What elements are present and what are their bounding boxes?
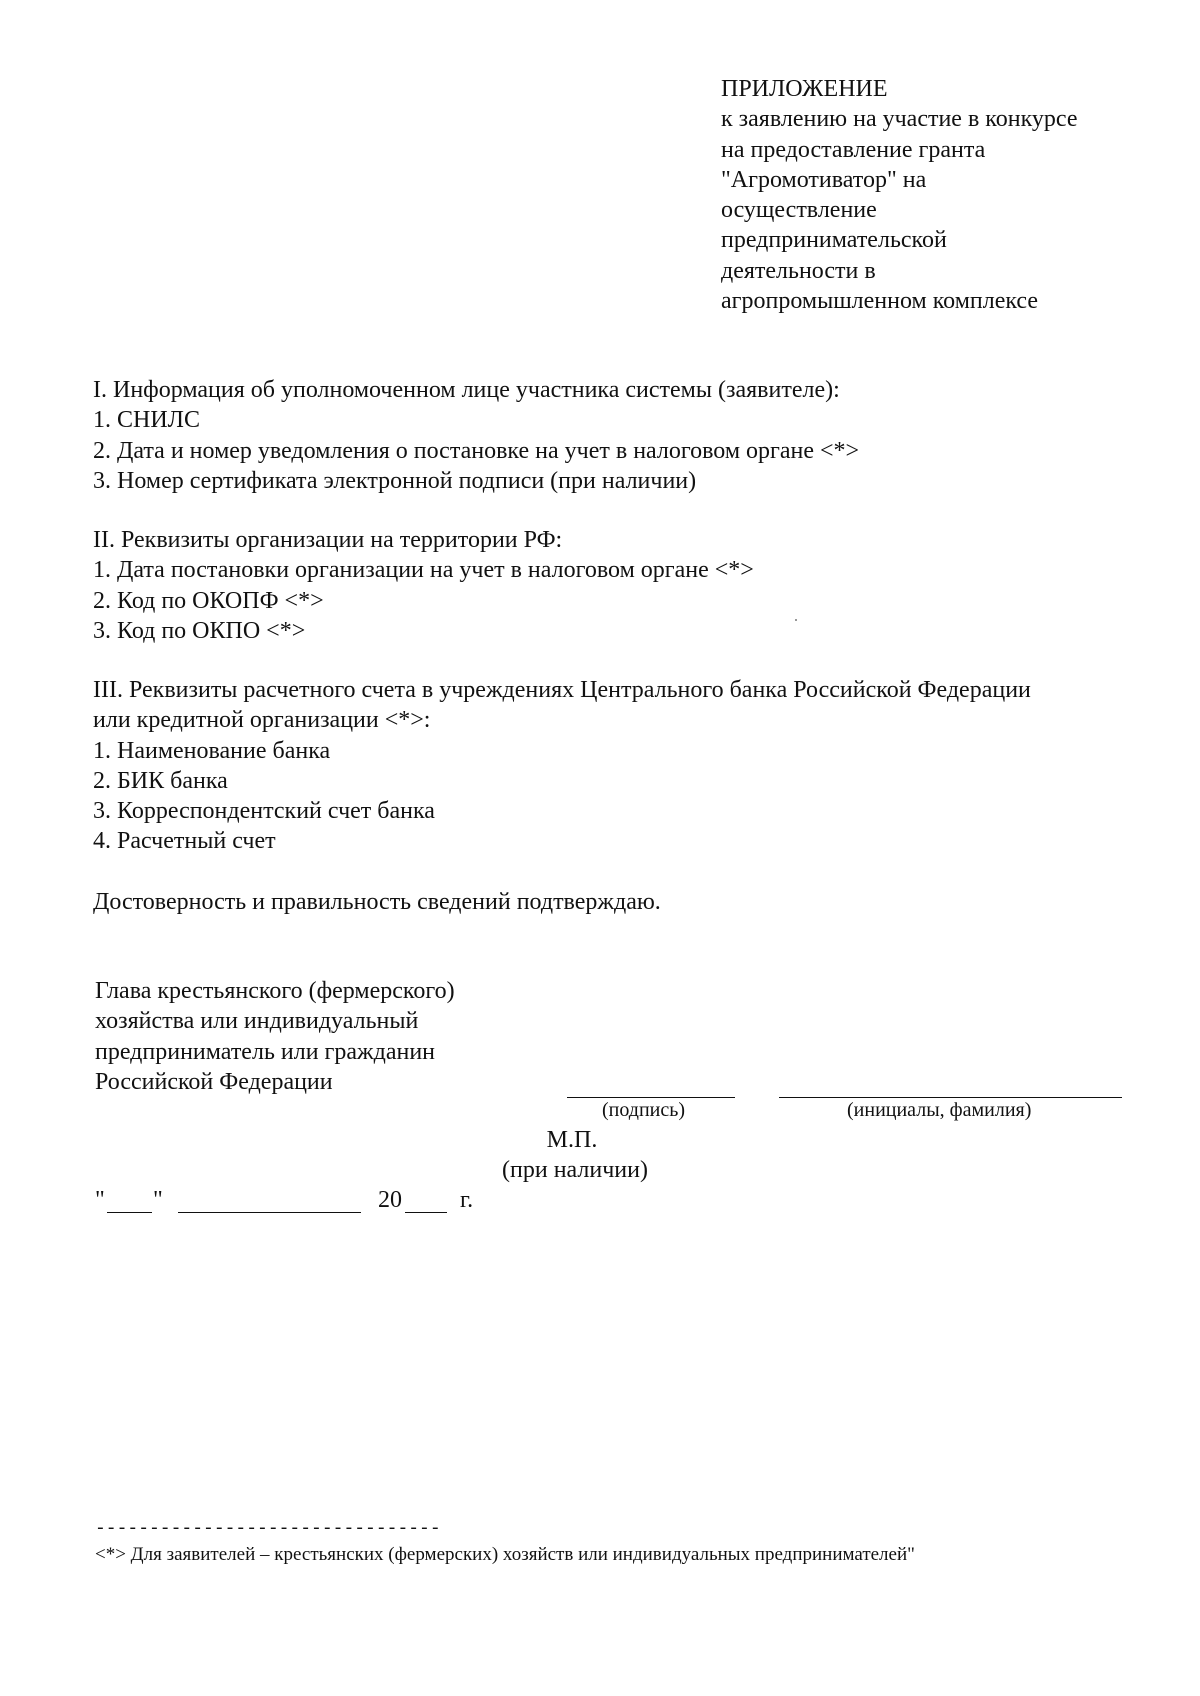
signature-field-line[interactable] (567, 1097, 735, 1098)
section-item: 1. СНИЛС (93, 407, 200, 434)
section-item: 2. Дата и номер уведомления о постановке на учет в налоговом органе <*> (93, 437, 860, 464)
year-field-line[interactable] (405, 1212, 447, 1213)
section-heading: I. Информация об уполномоченном лице участника системы (заявителе): (93, 377, 840, 403)
signature-caption: (подпись) (602, 1099, 686, 1121)
confirmation-statement (93, 887, 1143, 917)
signer-line: хозяйства или индивидуальный (95, 1008, 419, 1035)
section-item: 1. Дата постановки организации на учет в налоговом органе <*> (93, 557, 754, 584)
day-field-line[interactable] (107, 1212, 152, 1213)
year-suffix: г. (460, 1187, 474, 1213)
signer-line: предприниматель или гражданин (95, 1038, 436, 1065)
day-quote-close: " (153, 1187, 163, 1213)
name-caption: (инициалы, фамилия) (847, 1099, 1032, 1121)
stamp-label: М.П. (546, 1127, 598, 1153)
footnote-separator: -------------------------------- (95, 1519, 441, 1539)
appendix-line: предпринимательской (721, 227, 947, 254)
section-organization-details (93, 525, 1143, 646)
name-field-line[interactable] (779, 1097, 1122, 1098)
signer-line: Глава крестьянского (фермерского) (95, 978, 455, 1004)
signer-line: Российской Федерации (95, 1068, 333, 1095)
section-item: 4. Расчетный счет (93, 828, 276, 855)
section-heading: II. Реквизиты организации на территории РФ: (93, 527, 563, 553)
stamp-note: (при наличии) (502, 1157, 648, 1183)
year-prefix: 20 (378, 1187, 402, 1213)
date-line (95, 1185, 595, 1215)
appendix-line: агропромышленном комплексе (721, 288, 1039, 315)
section-item: 2. Код по ОКОПФ <*> (93, 587, 324, 614)
section-item: 1. Наименование банка (93, 737, 331, 764)
appendix-line: на предоставление гранта (721, 136, 986, 163)
scan-speck (795, 619, 797, 621)
appendix-header (721, 74, 1141, 316)
footnote-text: <*> Для заявителей – крестьянских (фермерских) хозяйств или индивидуальных предпринимателей" (95, 1544, 915, 1565)
section-bank-account (93, 675, 1143, 857)
appendix-line: к заявлению на участие в конкурсе (721, 106, 1078, 133)
appendix-line: осуществление (721, 197, 877, 224)
section-applicant-info (93, 375, 1143, 496)
appendix-title: ПРИЛОЖЕНИЕ (721, 76, 888, 102)
section-item: 2. БИК банка (93, 767, 228, 794)
signer-title (95, 976, 455, 1097)
section-item: 3. Номер сертификата электронной подписи (при наличии) (93, 467, 697, 494)
section-item: 3. Корреспондентский счет банка (93, 798, 435, 825)
day-quote-open: " (95, 1187, 105, 1213)
section-heading-continued: или кредитной организации <*>: (93, 707, 431, 734)
section-item: 3. Код по ОКПО <*> (93, 617, 306, 644)
month-field-line[interactable] (178, 1212, 361, 1213)
section-heading: III. Реквизиты расчетного счета в учреждениях Центрального банка Российской Федерации (93, 677, 1031, 703)
confirmation-text: Достоверность и правильность сведений подтверждаю. (93, 889, 661, 915)
appendix-line: деятельности в (721, 257, 876, 284)
appendix-line: "Агромотиватор" на (721, 166, 927, 193)
